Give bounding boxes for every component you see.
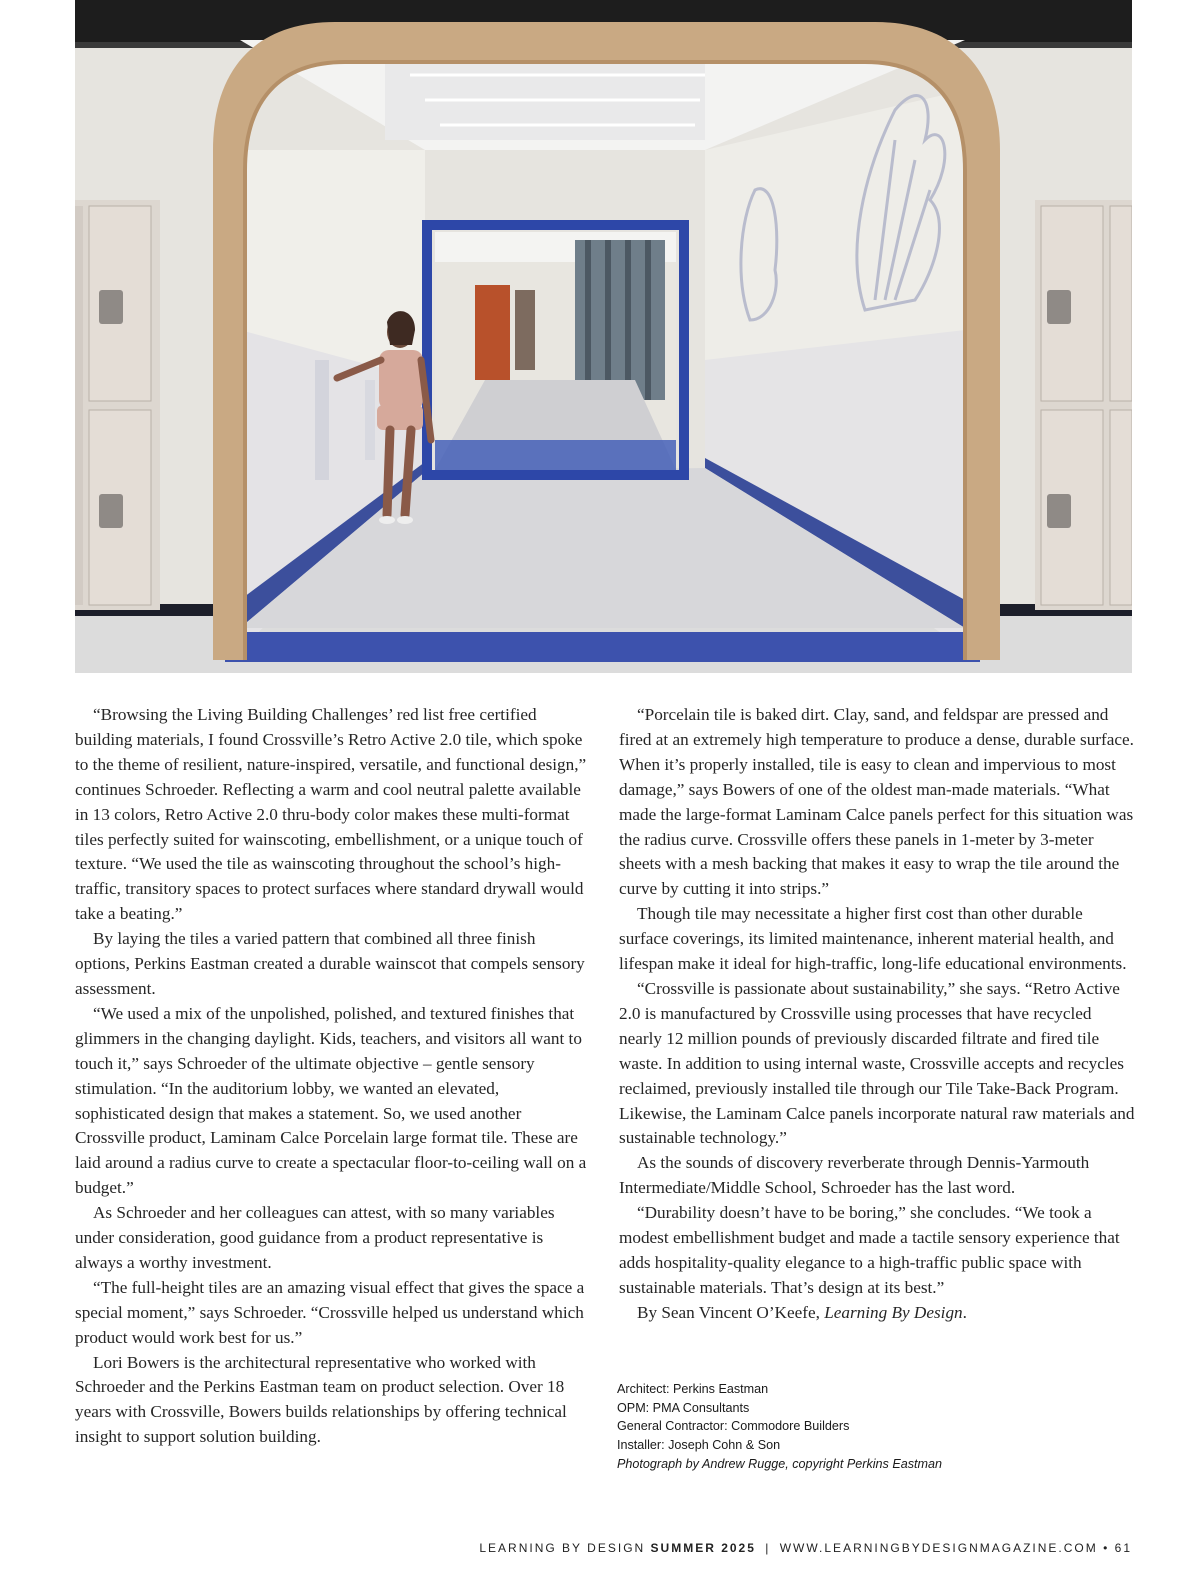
byline — [619, 1301, 1135, 1326]
byline-suffix: . — [962, 1302, 967, 1322]
page-footer — [479, 1541, 1132, 1555]
paragraph: “The full-height tiles are an amazing visual effect that gives the space a special moment,” says Schroeder. “Crossville helped us understand which product would work best for us.” — [75, 1277, 585, 1347]
credit-architect: Architect: Perkins Eastman — [617, 1382, 769, 1396]
page-number: 61 — [1114, 1541, 1132, 1555]
article-column-right — [619, 703, 1135, 1326]
project-credits — [617, 1380, 1137, 1474]
paragraph: By laying the tiles a varied pattern that combined all three finish options, Perkins Eastman created a durable wainscot that compels sensory assessment. — [75, 929, 585, 998]
right-lockers — [1035, 200, 1132, 610]
footer-bullet: • — [1103, 1541, 1110, 1555]
paragraph: As the sounds of discovery reverberate through Dennis-Yarmouth Intermediate/Middle School, Schroeder has the last word. — [619, 1153, 1090, 1198]
credit-opm: OPM: PMA Consultants — [617, 1400, 750, 1415]
paragraph: “Browsing the Living Building Challenges’ red list free certified building materials, I found Crossville’s Retro Active 2.0 tile, which spoke to the theme of resilient, nature-inspired, versatile, and functional design,” continues Schroeder. Reflecting a warm and cool neutral palette available in 13 colors, Retro Active 2.0 thru-body color makes these multi-format tiles perfectly suited for wainscoting, embellishment, or a unique touch of texture. “We used the tile as wainscoting throughout the school’s high-traffic, transitory spaces to protect surfaces where standard drywall would take a beating.” — [75, 705, 587, 924]
paragraph: Lori Bowers is the architectural representative who worked with Schroeder and the Perkins Eastman team on product selection. Over 18 years with Crossville, Bowers builds relationships by offering technical insight to support solution building. — [75, 1352, 567, 1447]
byline-publication: Learning By Design — [824, 1302, 963, 1322]
paragraph: As Schroeder and her colleagues can attest, with so many variables under consideration, good guidance from a product representative is always a worthy investment. — [75, 1203, 555, 1272]
paragraph: Though tile may necessitate a higher first cost than other durable surface coverings, its limited maintenance, inherent material health, and lifespan make it ideal for high-traffic, long-life educational environments. — [619, 904, 1127, 974]
footer-website[interactable]: WWW.LEARNINGBYDESIGNMAGAZINE.COM — [779, 1541, 1098, 1555]
hallway-photo-illustration — [75, 0, 1132, 673]
footer-issue: SUMMER 2025 — [650, 1541, 756, 1555]
paragraph: “We used a mix of the unpolished, polished, and textured finishes that glimmers in the changing daylight. Kids, teachers, and visitors all want to touch it,” says Schroeder of the ultimate objective – gentle sensory stimulation. “In the auditorium lobby, we wanted an elevated, sophisticated design that makes a statement. So, we used another Crossville product, Laminam Calce Porcelain large format tile. These are laid around a radius curve to create a spectacular floor-to-ceiling wall on a budget.” — [75, 1003, 587, 1198]
paragraph: “Crossville is passionate about sustainability,” she says. “Retro Active 2.0 is manufactured by Crossville using processes that have recycled nearly 12 million pounds of previously discarded filtrate and fired tile waste. In addition to using internal waste, Crossville accepts and recycles reclaimed, previously installed tile through our Tile Take-Back Program. Likewise, the Laminam Calce panels incorporate natural raw materials and sustainable technology.” — [619, 978, 1135, 1148]
left-lockers — [75, 200, 160, 610]
paragraph: “Porcelain tile is baked dirt. Clay, sand, and feldspar are pressed and fired at an extremely high temperature to produce a dense, durable surface. When it’s properly installed, tile is easy to clean and impervious to most damage,” says Bowers of one of the oldest man-made materials. “What made the large-format Laminam Calce panels perfect for this situation was the radius curve. Crossville offers these panels in 1-meter by 3-meter sheets with a mesh backing that makes it easy to wrap the tile around the curve by cutting it into strips.” — [619, 705, 1134, 899]
credit-installer: Installer: Joseph Cohn & Son — [617, 1438, 781, 1453]
credit-photograph: Photograph by Andrew Rugge, copyright Perkins Eastman — [617, 1456, 943, 1471]
footer-separator: | — [765, 1541, 771, 1555]
paragraph: “Durability doesn’t have to be boring,” she concludes. “We took a modest embellishment budget and made a tactile sensory experience that adds hospitality-quality elegance to a high-traffic public space with sustainable materials. That’s design at its best.” — [619, 1203, 1120, 1297]
hallway-photo — [75, 0, 1132, 673]
byline-prefix: By Sean Vincent O’Keefe, — [637, 1302, 825, 1322]
footer-magazine: LEARNING BY DESIGN — [479, 1541, 646, 1555]
article-column-left — [75, 703, 591, 1450]
credit-general-contractor: General Contractor: Commodore Builders — [617, 1419, 850, 1434]
